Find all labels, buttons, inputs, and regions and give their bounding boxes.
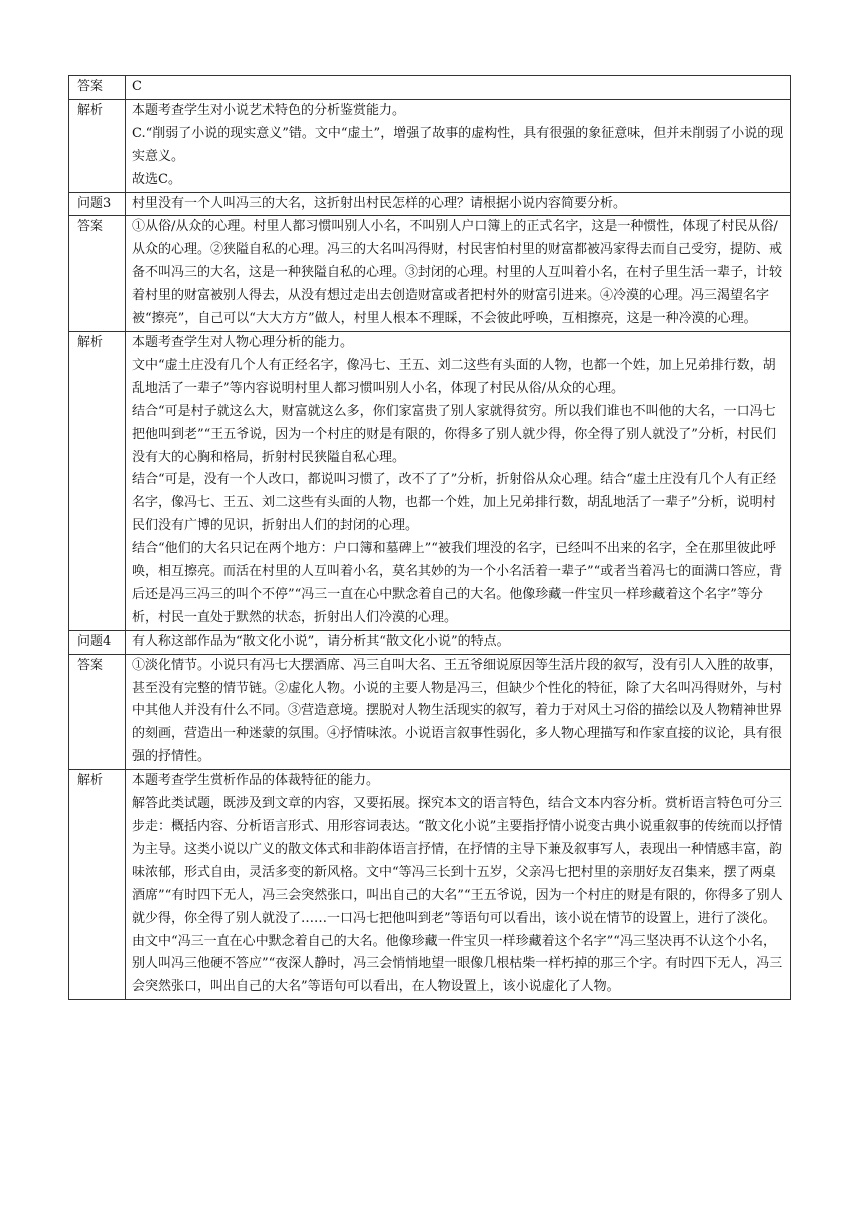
analysis-content	[126, 99, 791, 192]
analysis-paragraph: 文中“虚土庄没有几个人有正经名字，像冯七、王五、刘二这些有头面的人物，也都一个姓，加上兄弟排行数，胡乱地活了一辈子”等内容说明村里人都习惯叫别人小名，体现了村民从俗/从众的心理。	[132, 357, 776, 396]
answer-label: 答案	[69, 76, 126, 100]
question-label: 问题4	[69, 630, 126, 654]
question-paragraph: 有人称这部作品为“散文化小说”，请分析其“散文化小说”的特点。	[132, 633, 510, 649]
analysis-paragraph: 结合“可是，没有一个人改口，都说叫习惯了，改不了了”分析，折射俗从众心理。结合“虚土庄没有几个人有正经名字，像冯七、王五、刘二这些有头面的人物，也都一个姓，加上兄弟排行数，胡乱地活了一辈子”分析，说明村民们没有广博的见识，折射出人们的封闭的心理。	[132, 472, 776, 534]
analysis-paragraph: C.“削弱了小说的现实意义”错。文中“虚土”，增强了故事的虚构性，具有很强的象征意味，但并未削弱了小说的现实意义。	[132, 125, 784, 164]
analysis-paragraph: 由文中“冯三一直在心中默念着自己的大名。他像珍藏一件宝贝一样珍藏着这个名字”“冯三坚决再不认这个小名，别人叫冯三他硬不答应”“夜深人静时，冯三会悄悄地望一眼像几根枯柴一样朽掉的那三个字。有时四下无人，冯三会突然张口，叫出自己的大名”等语句可以看出，在人物设置上，该小说虚化了人物。	[132, 933, 783, 995]
analysis-paragraph: 解答此类试题，既涉及到文章的内容，又要拓展。探究本文的语言特色，结合文本内容分析。赏析语言特色可分三步走：概括内容、分析语言形式、用形容词表达。“散文化小说”主要指抒情小说变古典小说重叙事的传统而以抒情为主导。这类小说以广义的散文体式和非韵体语言抒情，在抒情的主导下兼及叙事写人，表现出一种情感丰富，韵味浓郁，形式自由，灵活多变的新风格。文中“等冯三长到十五岁，父亲冯七把村里的亲朋好友召集来，摆了两桌酒席”“有时四下无人，冯三会突然张口，叫出自己的大名”“王五爷说，因为一个村庄的财是有限的，你得多了别人就少得，你全得了别人就没了……一口冯七把他叫到老”等语句可以看出，该小说在情节的设置上，进行了淡化。	[132, 796, 783, 926]
analysis-row	[69, 331, 791, 630]
answer-row	[69, 654, 791, 770]
answer-content	[126, 654, 791, 770]
analysis-label: 解析	[69, 770, 126, 1000]
analysis-paragraph: 结合“他们的大名只记在两个地方：户口簿和墓碑上”“被我们埋没的名字，已经叫不出来的名字，全在那里彼此呼唤，相互擦亮。而活在村里的人互叫着小名，莫名其妙的为一个小名活着一辈子”“或者当着冯七的面满口答应，背后还是冯三冯三的叫个不停”“冯三一直在心中默念着自己的大名。他像珍藏一件宝贝一样珍藏着这个名字”等分析，村民一直处于默然的状态，折射出人们冷漠的心理。	[132, 541, 783, 625]
analysis-label: 解析	[69, 331, 126, 630]
question-content	[126, 192, 791, 216]
question-row	[69, 192, 791, 216]
question-row	[69, 630, 791, 654]
answer-row	[69, 216, 791, 332]
question-content	[126, 630, 791, 654]
answer-content	[126, 76, 791, 100]
analysis-paragraph: 本题考查学生对小说艺术特色的分析鉴赏能力。	[132, 102, 406, 118]
question-label: 问题3	[69, 192, 126, 216]
qa-table-body	[69, 76, 791, 1000]
analysis-content	[126, 770, 791, 1000]
question-paragraph: 村里没有一个人叫冯三的大名，这折射出村民怎样的心理？请根据小说内容简要分析。	[132, 195, 627, 211]
answer-paragraph: ①淡化情节。小说只有冯七大摆酒席、冯三自叫大名、王五爷细说原因等生活片段的叙写，没有引人入胜的故事，甚至没有完整的情节链。②虚化人物。小说的主要人物是冯三，但缺少个性化的特征，除了大名叫冯得财外，与村中其他人并没有什么不同。③营造意境。摆脱对人物生活现实的叙写，着力于对风土习俗的描绘以及人物精神世界的刻画，营造出一种迷蒙的氛围。④抒情味浓。小说语言叙事性弱化，多人物心理描写和作家直接的议论，具有很强的抒情性。	[132, 657, 783, 765]
answer-label: 答案	[69, 216, 126, 332]
analysis-paragraph: 本题考查学生赏析作品的体裁特征的能力。	[132, 773, 380, 789]
analysis-label: 解析	[69, 99, 126, 192]
analysis-row	[69, 770, 791, 1000]
analysis-paragraph: 本题考查学生对人物心理分析的能力。	[132, 334, 354, 350]
analysis-row	[69, 99, 791, 192]
answer-row	[69, 76, 791, 100]
answer-label: 答案	[69, 654, 126, 770]
analysis-paragraph: 故选C。	[132, 171, 181, 187]
answer-paragraph: ①从俗/从众的心理。村里人都习惯叫别人小名，不叫别人户口簿上的正式名字，这是一种惯性，体现了村民从俗/从众的心理。②狭隘自私的心理。冯三的大名叫冯得财，村民害怕村里的财富都被冯家得去而自己受穷，提防、戒备不叫冯三的大名，这是一种狭隘自私的心理。③封闭的心理。村里的人互叫着小名，在村子里生活一辈子，计较着村里的财富被别人得去，从没有想过走出去创造财富或者把村外的财富引进来。④冷漠的心理。冯三渴望名字被“擦亮”，自己可以“大大方方”做人，村里人根本不理睬，不会彼此呼唤，互相擦亮，这是一种冷漠的心理。	[132, 219, 783, 327]
analysis-paragraph: 结合“可是村子就这么大，财富就这么多，你们家富贵了别人家就得贫穷。所以我们谁也不叫他的大名，一口冯七把他叫到老”“王五爷说，因为一个村庄的财是有限的，你得多了别人就少得，你全得了别人就没了”分析，村民们没有大的心胸和格局，折射村民狭隘自私心理。	[132, 403, 776, 465]
answer-content	[126, 216, 791, 332]
analysis-content	[126, 331, 791, 630]
qa-table	[68, 75, 791, 1000]
answer-paragraph: C	[132, 79, 142, 94]
